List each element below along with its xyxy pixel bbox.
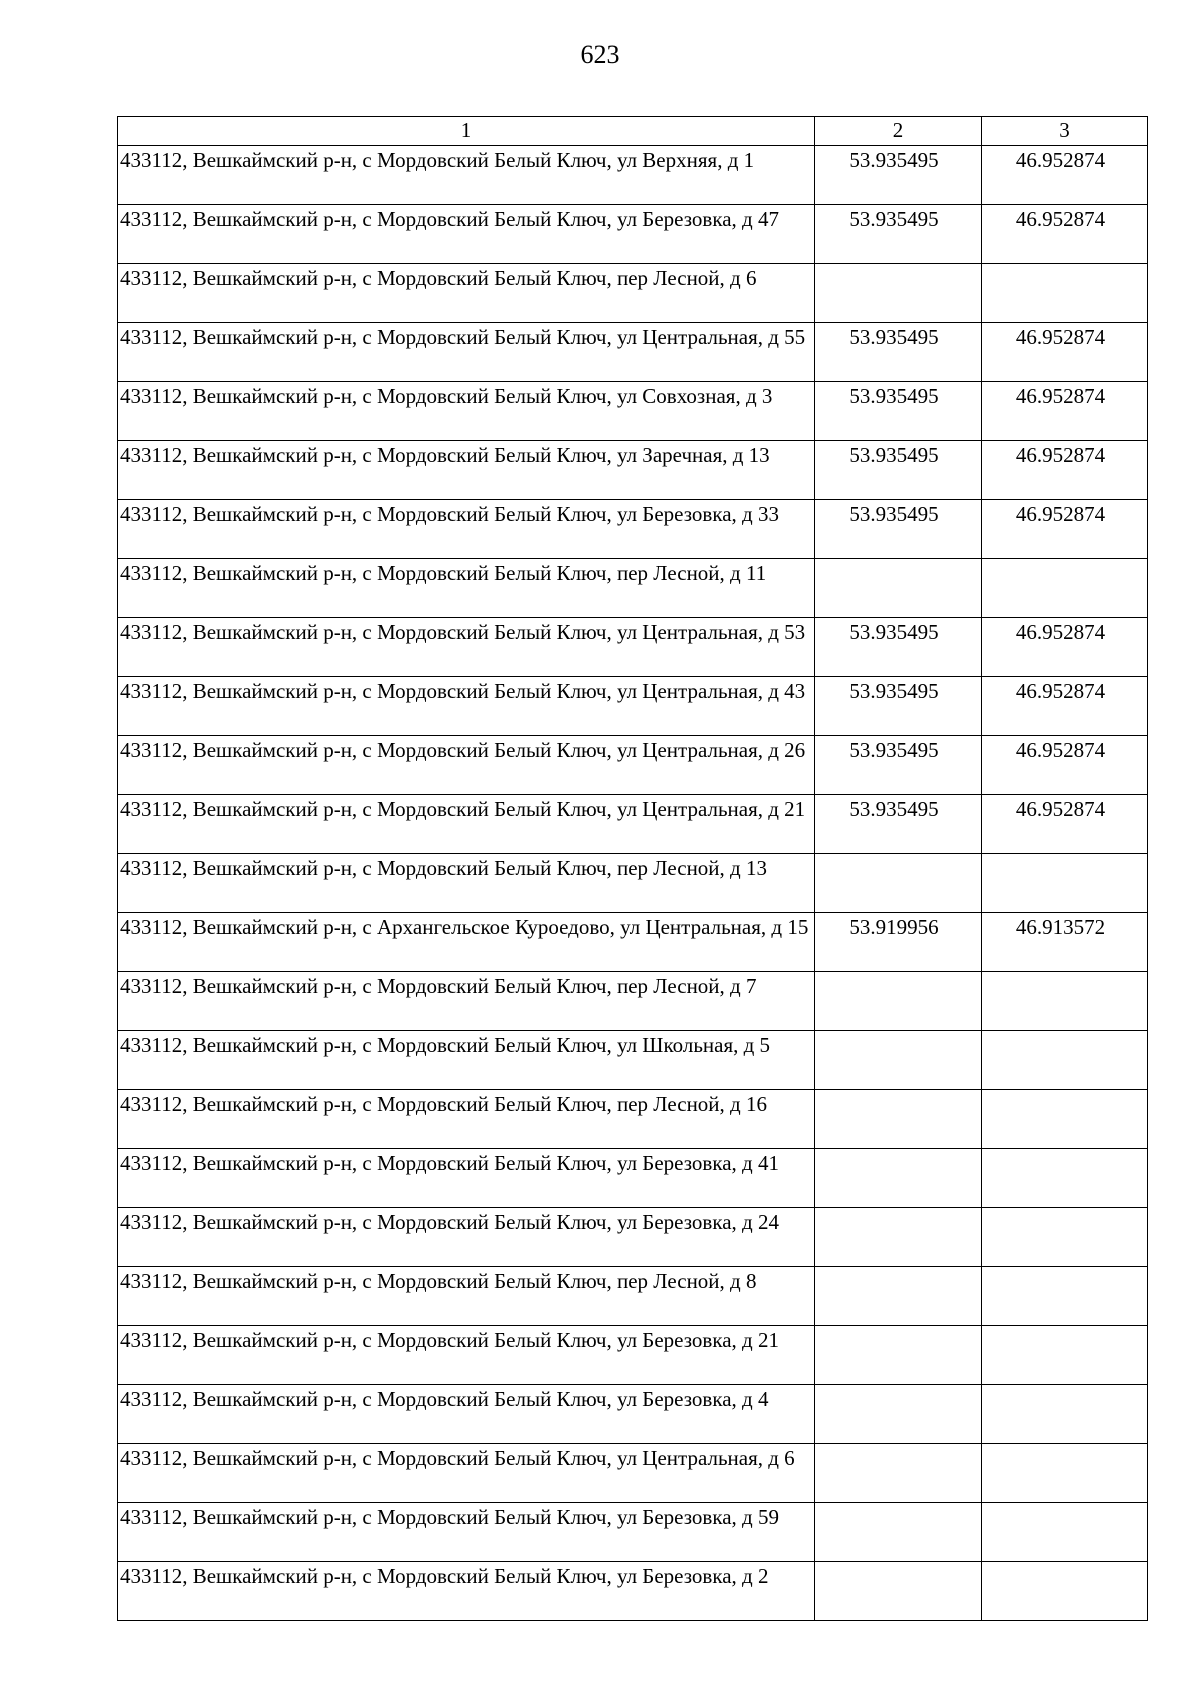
table-row	[118, 1444, 1148, 1503]
table-row	[118, 1562, 1148, 1621]
longitude-cell	[982, 972, 1148, 1031]
longitude-cell	[982, 1031, 1148, 1090]
address-cell: 433112, Вешкаймский р-н, с Мордовский Белый Ключ, ул Березовка, д 24	[118, 1208, 815, 1267]
address-cell: 433112, Вешкаймский р-н, с Мордовский Белый Ключ, ул Центральная, д 53	[118, 618, 815, 677]
latitude-cell	[815, 559, 982, 618]
longitude-cell: 46.952874	[982, 146, 1148, 205]
latitude-cell	[815, 1267, 982, 1326]
table-row	[118, 205, 1148, 264]
address-cell: 433112, Вешкаймский р-н, с Мордовский Белый Ключ, ул Березовка, д 59	[118, 1503, 815, 1562]
table-row	[118, 1503, 1148, 1562]
latitude-cell	[815, 1090, 982, 1149]
longitude-cell	[982, 1208, 1148, 1267]
latitude-cell	[815, 1326, 982, 1385]
longitude-cell	[982, 1385, 1148, 1444]
longitude-cell	[982, 264, 1148, 323]
table-row	[118, 913, 1148, 972]
longitude-cell	[982, 1267, 1148, 1326]
table-row	[118, 736, 1148, 795]
longitude-cell	[982, 1326, 1148, 1385]
longitude-cell	[982, 1149, 1148, 1208]
latitude-cell	[815, 1031, 982, 1090]
address-cell: 433112, Вешкаймский р-н, с Мордовский Белый Ключ, пер Лесной, д 16	[118, 1090, 815, 1149]
page-number: 623	[580, 40, 620, 69]
table-row	[118, 1090, 1148, 1149]
address-cell: 433112, Вешкаймский р-н, с Мордовский Белый Ключ, пер Лесной, д 11	[118, 559, 815, 618]
longitude-cell: 46.913572	[982, 913, 1148, 972]
longitude-cell	[982, 1444, 1148, 1503]
address-cell: 433112, Вешкаймский р-н, с Мордовский Белый Ключ, ул Совхозная, д 3	[118, 382, 815, 441]
address-cell: 433112, Вешкаймский р-н, с Мордовский Белый Ключ, ул Центральная, д 26	[118, 736, 815, 795]
latitude-cell: 53.935495	[815, 677, 982, 736]
longitude-cell: 46.952874	[982, 736, 1148, 795]
table-header-row	[118, 117, 1148, 146]
latitude-cell	[815, 264, 982, 323]
table-row	[118, 1031, 1148, 1090]
latitude-cell: 53.935495	[815, 795, 982, 854]
address-cell: 433112, Вешкаймский р-н, с Мордовский Белый Ключ, пер Лесной, д 7	[118, 972, 815, 1031]
table-row	[118, 795, 1148, 854]
table-row	[118, 677, 1148, 736]
latitude-cell	[815, 1444, 982, 1503]
longitude-cell: 46.952874	[982, 500, 1148, 559]
longitude-cell	[982, 1562, 1148, 1621]
longitude-cell	[982, 559, 1148, 618]
table-row	[118, 618, 1148, 677]
column-header-latitude: 2	[815, 117, 982, 146]
address-cell: 433112, Вешкаймский р-н, с Мордовский Белый Ключ, пер Лесной, д 13	[118, 854, 815, 913]
table-row	[118, 441, 1148, 500]
address-cell: 433112, Вешкаймский р-н, с Мордовский Белый Ключ, ул Верхняя, д 1	[118, 146, 815, 205]
address-cell: 433112, Вешкаймский р-н, с Мордовский Белый Ключ, пер Лесной, д 6	[118, 264, 815, 323]
table-row	[118, 264, 1148, 323]
address-cell: 433112, Вешкаймский р-н, с Мордовский Белый Ключ, ул Березовка, д 4	[118, 1385, 815, 1444]
address-cell: 433112, Вешкаймский р-н, с Мордовский Белый Ключ, ул Березовка, д 21	[118, 1326, 815, 1385]
latitude-cell: 53.935495	[815, 736, 982, 795]
table-row	[118, 382, 1148, 441]
table-row	[118, 1208, 1148, 1267]
latitude-cell	[815, 854, 982, 913]
latitude-cell: 53.919956	[815, 913, 982, 972]
longitude-cell	[982, 1503, 1148, 1562]
table-row	[118, 559, 1148, 618]
table-row	[118, 1385, 1148, 1444]
latitude-cell	[815, 972, 982, 1031]
address-cell: 433112, Вешкаймский р-н, с Мордовский Белый Ключ, ул Березовка, д 2	[118, 1562, 815, 1621]
address-cell: 433112, Вешкаймский р-н, с Архангельское Куроедово, ул Центральная, д 15	[118, 913, 815, 972]
table-row	[118, 146, 1148, 205]
column-header-longitude: 3	[982, 117, 1148, 146]
address-cell: 433112, Вешкаймский р-н, с Мордовский Белый Ключ, ул Центральная, д 6	[118, 1444, 815, 1503]
latitude-cell	[815, 1385, 982, 1444]
latitude-cell	[815, 1503, 982, 1562]
latitude-cell: 53.935495	[815, 618, 982, 677]
longitude-cell: 46.952874	[982, 323, 1148, 382]
table-row	[118, 323, 1148, 382]
latitude-cell	[815, 1562, 982, 1621]
latitude-cell: 53.935495	[815, 500, 982, 559]
table-row	[118, 854, 1148, 913]
column-header-address: 1	[118, 117, 815, 146]
longitude-cell: 46.952874	[982, 677, 1148, 736]
latitude-cell: 53.935495	[815, 441, 982, 500]
latitude-cell: 53.935495	[815, 146, 982, 205]
address-cell: 433112, Вешкаймский р-н, с Мордовский Белый Ключ, ул Школьная, д 5	[118, 1031, 815, 1090]
table-row	[118, 1149, 1148, 1208]
longitude-cell	[982, 1090, 1148, 1149]
latitude-cell: 53.935495	[815, 205, 982, 264]
address-cell: 433112, Вешкаймский р-н, с Мордовский Белый Ключ, ул Заречная, д 13	[118, 441, 815, 500]
longitude-cell: 46.952874	[982, 382, 1148, 441]
latitude-cell: 53.935495	[815, 382, 982, 441]
address-cell: 433112, Вешкаймский р-н, с Мордовский Белый Ключ, ул Березовка, д 41	[118, 1149, 815, 1208]
table-row	[118, 972, 1148, 1031]
address-cell: 433112, Вешкаймский р-н, с Мордовский Белый Ключ, ул Березовка, д 33	[118, 500, 815, 559]
latitude-cell	[815, 1208, 982, 1267]
table-row	[118, 1267, 1148, 1326]
longitude-cell: 46.952874	[982, 205, 1148, 264]
longitude-cell: 46.952874	[982, 618, 1148, 677]
address-table	[117, 116, 1148, 1621]
longitude-cell	[982, 854, 1148, 913]
table-body	[118, 146, 1148, 1621]
address-cell: 433112, Вешкаймский р-н, с Мордовский Белый Ключ, ул Березовка, д 47	[118, 205, 815, 264]
longitude-cell: 46.952874	[982, 441, 1148, 500]
table-row	[118, 500, 1148, 559]
latitude-cell: 53.935495	[815, 323, 982, 382]
latitude-cell	[815, 1149, 982, 1208]
address-cell: 433112, Вешкаймский р-н, с Мордовский Белый Ключ, ул Центральная, д 55	[118, 323, 815, 382]
table-row	[118, 1326, 1148, 1385]
address-cell: 433112, Вешкаймский р-н, с Мордовский Белый Ключ, ул Центральная, д 21	[118, 795, 815, 854]
address-cell: 433112, Вешкаймский р-н, с Мордовский Белый Ключ, ул Центральная, д 43	[118, 677, 815, 736]
address-cell: 433112, Вешкаймский р-н, с Мордовский Белый Ключ, пер Лесной, д 8	[118, 1267, 815, 1326]
longitude-cell: 46.952874	[982, 795, 1148, 854]
